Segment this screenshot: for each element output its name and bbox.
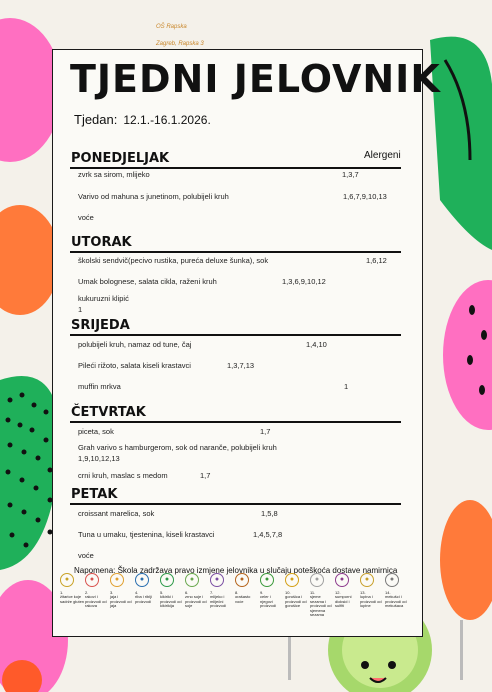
allergen-codes: 1,4,10: [306, 340, 327, 349]
allergen-icon: ●: [310, 573, 324, 587]
allergen-description: celer i njegovi proizvodi: [260, 594, 277, 609]
allergen-legend-text: [360, 591, 384, 609]
allergen-codes: 1,3,7,13: [227, 361, 255, 370]
menu-item: Varivo od mahuna s junetinom, polubijeli kruh: [78, 192, 229, 201]
allergen-icon: ●: [385, 573, 399, 587]
menu-item: Tuna u umaku, tjestenina, kiseli krastavci: [78, 530, 215, 539]
menu-item: Pileći rižoto, salata kiseli krastavci: [78, 361, 191, 370]
allergen-legend-item: [60, 573, 84, 604]
page-title: TJEDNI JELOVNIK: [70, 57, 441, 101]
day-heading-monday: PONEDJELJAK: [71, 151, 170, 166]
menu-item: piceta, sok: [78, 427, 114, 436]
allergen-legend-text: [85, 591, 109, 609]
allergen-codes: 1,9,10,12,13: [78, 454, 120, 463]
menu-item: croissant marelica, sok: [78, 509, 155, 518]
allergen-number: 3.: [110, 590, 114, 595]
allergen-legend-item: [360, 573, 384, 609]
menu-item: voće: [78, 213, 94, 222]
school-address: Zagreb, Rapska 3: [156, 41, 204, 47]
allergen-icon: ●: [185, 573, 199, 587]
allergen-legend-text: [135, 591, 159, 604]
allergen-legend-item: [260, 573, 284, 609]
day-heading-tuesday: UTORAK: [71, 235, 132, 250]
allergen-legend-text: [310, 591, 334, 617]
allergen-codes: 1,5,8: [261, 509, 278, 518]
allergen-description: jaja i proizvodi od jaja: [110, 594, 132, 609]
allergen-legend-text: [160, 591, 184, 609]
menu-item: zvrk sa sirom, mlijeko: [78, 170, 150, 179]
allergen-description: sjeme sezama i proizvodi od sjemena sezama: [310, 594, 332, 618]
allergen-codes: 1,7: [200, 471, 211, 480]
allergen-number: 14.: [385, 590, 391, 595]
week-label: Tjedan:: [74, 112, 118, 127]
allergen-legend-item: [210, 573, 234, 609]
school-name: OŠ Rapska: [156, 24, 187, 30]
allergen-description: riba i riblji proizvodi: [135, 594, 152, 604]
allergen-legend-text: [235, 591, 259, 604]
allergen-number: 7.: [210, 590, 214, 595]
allergen-description: orašasto voće: [235, 594, 251, 604]
day-heading-wednesday: SRIJEDA: [71, 318, 130, 333]
week-dates: 12.1.-16.1.2026.: [123, 113, 211, 127]
allergen-description: mekušci i proizvodi od mekušaca: [385, 594, 407, 609]
allergen-number: 13.: [360, 590, 366, 595]
day-divider: [70, 503, 401, 505]
allergen-icon: ●: [110, 573, 124, 587]
allergen-icon: ●: [135, 573, 149, 587]
menu-item: muffin mrkva: [78, 382, 121, 391]
allergen-description: zrno soje i proizvodi od soje: [185, 594, 207, 609]
allergen-description: lupina i proizvodi od lupine: [360, 594, 382, 609]
allergen-codes: 1,3,7: [342, 170, 359, 179]
day-heading-thursday: ČETVRTAK: [71, 405, 146, 420]
menu-item: školski sendvič(pecivo rustika, pureća deluxe šunka), sok: [78, 256, 269, 265]
allergen-icon: ●: [335, 573, 349, 587]
allergen-icon: ●: [210, 573, 224, 587]
allergen-number: 9.: [260, 590, 264, 595]
allergen-legend-text: [110, 591, 134, 609]
allergen-legend-item: [385, 573, 409, 609]
day-divider: [70, 334, 401, 336]
allergen-icon: ●: [360, 573, 374, 587]
disclaimer-note: Napomena: Škola zadržava pravo izmjene jelovnika u slučaju poteškoća dostave namirnica: [74, 566, 398, 575]
allergen-legend-item: [235, 573, 259, 604]
allergen-legend-item: [335, 573, 359, 609]
allergen-legend-text: [60, 591, 84, 604]
allergen-description: kikiriki i proizvodi od kikirikija: [160, 594, 182, 609]
allergen-legend-text: [185, 591, 209, 609]
day-heading-friday: PETAK: [71, 487, 118, 502]
allergen-number: 4.: [135, 590, 139, 595]
allergen-description: sumporni dioksid i sulfiti: [335, 594, 352, 609]
allergen-legend-text: [385, 591, 409, 609]
allergen-icon: ●: [160, 573, 174, 587]
allergen-legend-item: [310, 573, 334, 617]
allergen-legend-item: [135, 573, 159, 604]
menu-item: Umak bolognese, salata cikla, raženi kruh: [78, 277, 217, 286]
allergen-codes: 1: [78, 305, 83, 314]
allergen-legend-text: [210, 591, 234, 609]
menu-item: kukuruzni klipić: [78, 294, 129, 303]
allergen-legend-item: [110, 573, 134, 609]
allergen-legend-item: [185, 573, 209, 609]
allergen-codes: 1,6,12: [366, 256, 387, 265]
day-divider: [70, 167, 401, 169]
allergen-codes: 1: [344, 382, 349, 391]
allergen-codes: 1,4,5,7,8: [253, 530, 283, 539]
allergen-legend-item: [85, 573, 109, 609]
allergen-number: 6.: [185, 590, 189, 595]
allergen-number: 1.: [60, 590, 64, 595]
allergen-description: rakovi i proizvodi od rakova: [85, 594, 107, 609]
allergen-icon: ●: [60, 573, 74, 587]
allergen-icon: ●: [85, 573, 99, 587]
allergen-legend-item: [285, 573, 309, 609]
allergen-icon: ●: [235, 573, 249, 587]
allergen-codes: 1,6,7,9,10,13: [343, 192, 387, 201]
allergen-number: 10.: [285, 590, 291, 595]
menu-item: polubijeli kruh, namaz od tune, čaj: [78, 340, 192, 349]
allergen-icon: ●: [285, 573, 299, 587]
allergen-number: 12.: [335, 590, 341, 595]
allergen-number: 11.: [310, 590, 316, 595]
allergen-legend-text: [335, 591, 359, 609]
week-range: [74, 112, 211, 127]
menu-item: voće: [78, 551, 94, 560]
allergen-legend-item: [160, 573, 184, 609]
allergen-codes: 1,3,6,9,10,12: [282, 277, 326, 286]
allergen-description: mlijeko i mliječni proizvodi: [210, 594, 227, 609]
menu-item: Grah varivo s hamburgerom, sok od naranče, polubijeli kruh: [78, 443, 277, 452]
allergen-description: žitarice koje sadrže gluten: [60, 594, 85, 604]
allergen-number: 8.: [235, 590, 239, 595]
day-divider: [70, 251, 401, 253]
allergens-column-header: Alergeni: [364, 150, 401, 161]
allergen-number: 2.: [85, 590, 89, 595]
menu-item: crni kruh, maslac s medom: [78, 471, 168, 480]
allergen-codes: 1,7: [260, 427, 271, 436]
day-divider: [70, 421, 401, 423]
allergen-number: 5.: [160, 590, 164, 595]
allergen-icon: ●: [260, 573, 274, 587]
allergen-legend-text: [285, 591, 309, 609]
allergen-description: gorušica i proizvodi od gorušice: [285, 594, 307, 609]
allergen-legend-text: [260, 591, 284, 609]
